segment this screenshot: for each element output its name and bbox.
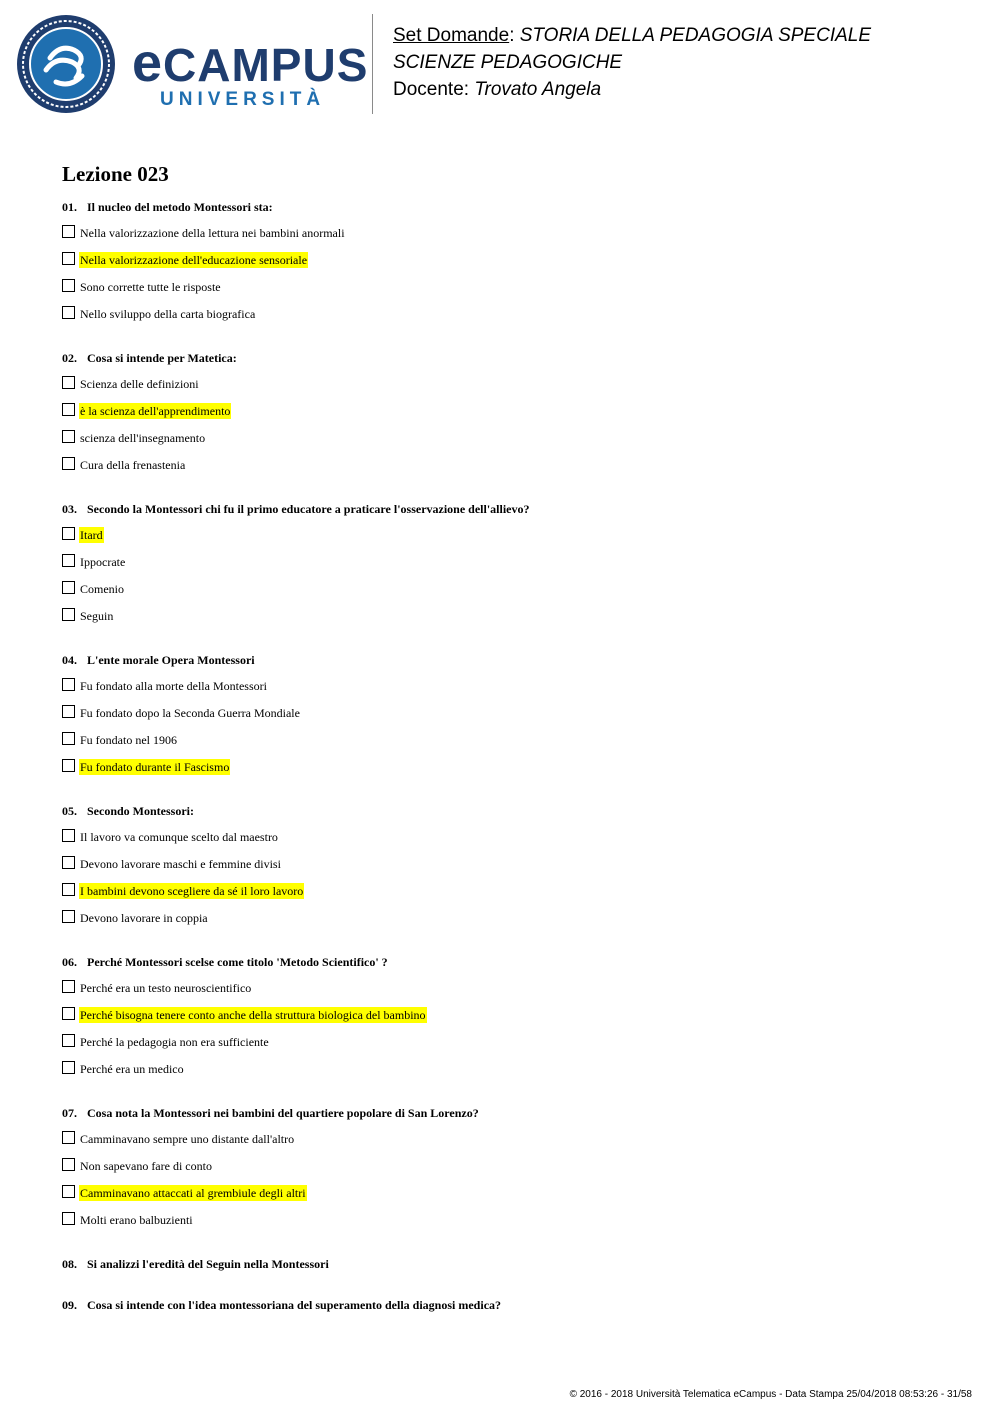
answer-text-highlighted: Camminavano attaccati al grembiule degli altri xyxy=(80,1186,306,1200)
answer-checkbox[interactable] xyxy=(62,1034,75,1047)
answer-checkbox[interactable] xyxy=(62,980,75,993)
answer-option[interactable] xyxy=(62,1158,479,1174)
answer-text-highlighted: Itard xyxy=(80,528,103,542)
answer-text: Non sapevano fare di conto xyxy=(80,1159,212,1173)
question-block xyxy=(62,804,304,926)
question-label: Si analizzi l'eredità del Seguin nella Montessori xyxy=(87,1257,329,1271)
page-header xyxy=(0,0,1000,130)
answer-text: Devono lavorare in coppia xyxy=(80,911,208,925)
answer-option[interactable] xyxy=(62,829,278,845)
answer-checkbox[interactable] xyxy=(62,252,75,265)
teacher-label: Docente: xyxy=(393,79,475,100)
lesson-title: Lezione 023 xyxy=(62,162,169,186)
answer-option[interactable] xyxy=(62,980,388,996)
answer-option[interactable] xyxy=(62,883,304,899)
question-label: Secondo la Montessori chi fu il primo educatore a praticare l'osservazione dell'allievo? xyxy=(87,502,530,516)
ecampus-seal-logo xyxy=(16,14,116,114)
answer-option[interactable] xyxy=(62,910,208,926)
answer-option[interactable] xyxy=(62,856,281,872)
answer-checkbox[interactable] xyxy=(62,279,75,292)
answer-option[interactable] xyxy=(62,403,237,419)
answer-checkbox[interactable] xyxy=(62,883,75,896)
answer-option[interactable] xyxy=(62,608,530,624)
answer-text: Devono lavorare maschi e femmine divisi xyxy=(80,857,281,871)
question-text xyxy=(62,200,273,214)
question-text xyxy=(62,502,530,516)
answer-option[interactable] xyxy=(62,678,267,694)
answer-option[interactable] xyxy=(62,1061,388,1077)
answer-checkbox[interactable] xyxy=(62,527,75,540)
answer-text: Il lavoro va comunque scelto dal maestro xyxy=(80,830,278,844)
brand-main: CAMPUS xyxy=(163,39,369,91)
question-text xyxy=(62,1257,329,1271)
answer-text: Perché era un testo neuroscientifico xyxy=(80,981,252,995)
answer-checkbox[interactable] xyxy=(62,732,75,745)
answer-text: Ippocrate xyxy=(80,555,126,569)
answer-option[interactable] xyxy=(62,376,237,392)
answer-text: Perché era un medico xyxy=(80,1062,184,1076)
answer-text: scienza dell'insegnamento xyxy=(80,431,206,445)
teacher-name: Trovato Angela xyxy=(474,79,602,100)
answer-text: Molti erano balbuzienti xyxy=(80,1213,193,1227)
answer-text: Fu fondato dopo la Seconda Guerra Mondiale xyxy=(80,706,300,720)
answer-text-highlighted: Fu fondato durante il Fascismo xyxy=(80,760,230,774)
question-label: Cosa si intende per Matetica: xyxy=(87,351,237,365)
question-label: Cosa si intende con l'idea montessoriana del superamento della diagnosi medica? xyxy=(87,1298,502,1312)
question-number: 08. xyxy=(62,1257,77,1271)
answer-option[interactable] xyxy=(62,252,308,268)
question-text xyxy=(62,955,388,969)
question-block xyxy=(62,1106,479,1228)
teacher-line xyxy=(393,76,871,103)
answer-option[interactable] xyxy=(62,279,273,295)
answer-text: Seguin xyxy=(80,609,114,623)
answer-option[interactable] xyxy=(62,705,300,721)
question-block xyxy=(62,955,426,1077)
answer-checkbox[interactable] xyxy=(62,759,75,772)
question-text xyxy=(62,1298,501,1312)
question-text xyxy=(62,1106,479,1120)
answer-checkbox[interactable] xyxy=(62,1158,75,1171)
answer-text: Nella valorizzazione della lettura nei bambini anormali xyxy=(80,226,345,240)
answer-option[interactable] xyxy=(62,1131,479,1147)
question-number: 09. xyxy=(62,1298,77,1312)
brand-e: e xyxy=(132,33,164,93)
answer-checkbox[interactable] xyxy=(62,705,75,718)
set-value-line2: SCIENZE PEDAGOGICHE xyxy=(393,52,623,73)
answer-checkbox[interactable] xyxy=(62,1061,75,1074)
set-line-2 xyxy=(393,49,871,76)
answer-option[interactable] xyxy=(62,554,530,570)
answer-text: Perché la pedagogia non era sufficiente xyxy=(80,1035,269,1049)
answer-option[interactable] xyxy=(62,732,255,748)
answer-checkbox[interactable] xyxy=(62,225,75,238)
answer-checkbox[interactable] xyxy=(62,554,75,567)
question-block xyxy=(62,502,530,624)
question-label: L'ente morale Opera Montessori xyxy=(87,653,255,667)
answer-checkbox[interactable] xyxy=(62,1131,75,1144)
answer-text-highlighted: Nella valorizzazione dell'educazione sensoriale xyxy=(80,253,308,267)
question-number: 07. xyxy=(62,1106,77,1120)
answer-checkbox[interactable] xyxy=(62,457,75,470)
set-label: Set Domande xyxy=(393,25,510,46)
answer-checkbox[interactable] xyxy=(62,376,75,389)
answer-option[interactable] xyxy=(62,527,530,543)
answer-text: Scienza delle definizioni xyxy=(80,377,199,391)
answer-text: Nello sviluppo della carta biografica xyxy=(80,307,256,321)
answer-checkbox[interactable] xyxy=(62,678,75,691)
answer-text: Comenio xyxy=(80,582,124,596)
answer-option[interactable] xyxy=(62,581,530,597)
answer-option[interactable] xyxy=(62,457,237,473)
answer-text: Cura della frenastenia xyxy=(80,458,186,472)
question-text xyxy=(62,804,194,818)
answer-checkbox[interactable] xyxy=(62,910,75,923)
answer-checkbox[interactable] xyxy=(62,856,75,869)
question-label: Secondo Montessori: xyxy=(87,804,194,818)
answer-text: Sono corrette tutte le risposte xyxy=(80,280,221,294)
answer-text: Fu fondato nel 1906 xyxy=(80,733,177,747)
brand-subtitle: UNIVERSITÀ xyxy=(160,89,326,110)
answer-text-highlighted: Perché bisogna tenere conto anche della struttura biologica del bambino xyxy=(80,1008,426,1022)
set-info xyxy=(393,22,871,103)
answer-option[interactable] xyxy=(62,1185,479,1201)
answer-option[interactable] xyxy=(62,1007,426,1023)
question-block xyxy=(62,653,300,775)
page-footer: © 2016 - 2018 Università Telematica eCampus - Data Stampa 25/04/2018 08:53:26 - 31/58 xyxy=(569,1389,972,1400)
answer-text-highlighted: è la scienza dell'apprendimento xyxy=(80,404,231,418)
question-number: 05. xyxy=(62,804,77,818)
question-text xyxy=(62,653,255,667)
question-text xyxy=(62,351,237,365)
question-block xyxy=(62,1298,501,1312)
question-label: Cosa nota la Montessori nei bambini del quartiere popolare di San Lorenzo? xyxy=(87,1106,479,1120)
question-number: 03. xyxy=(62,502,77,516)
question-number: 01. xyxy=(62,200,77,214)
answer-option[interactable] xyxy=(62,225,345,241)
question-number: 06. xyxy=(62,955,77,969)
question-label: Il nucleo del metodo Montessori sta: xyxy=(87,200,273,214)
answer-checkbox[interactable] xyxy=(62,1007,75,1020)
answer-option[interactable] xyxy=(62,1212,479,1228)
answer-text: Camminavano sempre uno distante dall'altro xyxy=(80,1132,295,1146)
question-number: 04. xyxy=(62,653,77,667)
answer-option[interactable] xyxy=(62,306,273,322)
set-value-line1: STORIA DELLA PEDAGOGIA SPECIALE xyxy=(519,25,872,46)
brand-name xyxy=(132,33,369,93)
answer-checkbox[interactable] xyxy=(62,608,75,621)
answer-checkbox[interactable] xyxy=(62,430,75,443)
question-block xyxy=(62,1257,329,1271)
set-line xyxy=(393,22,871,49)
question-block xyxy=(62,200,345,322)
set-separator: : xyxy=(509,25,520,46)
answer-checkbox[interactable] xyxy=(62,403,75,416)
answer-checkbox[interactable] xyxy=(62,306,75,319)
answer-checkbox[interactable] xyxy=(62,1212,75,1225)
question-label: Perché Montessori scelse come titolo 'Metodo Scientifico' ? xyxy=(87,955,388,969)
question-block xyxy=(62,351,237,473)
answer-option[interactable] xyxy=(62,759,255,775)
answer-option[interactable] xyxy=(62,1034,388,1050)
answer-option[interactable] xyxy=(62,430,237,446)
question-number: 02. xyxy=(62,351,77,365)
answer-checkbox[interactable] xyxy=(62,829,75,842)
answer-checkbox[interactable] xyxy=(62,1185,75,1198)
answer-text-highlighted: I bambini devono scegliere da sé il loro lavoro xyxy=(80,884,304,898)
answer-text: Fu fondato alla morte della Montessori xyxy=(80,679,267,693)
answer-checkbox[interactable] xyxy=(62,581,75,594)
header-divider xyxy=(372,14,373,114)
